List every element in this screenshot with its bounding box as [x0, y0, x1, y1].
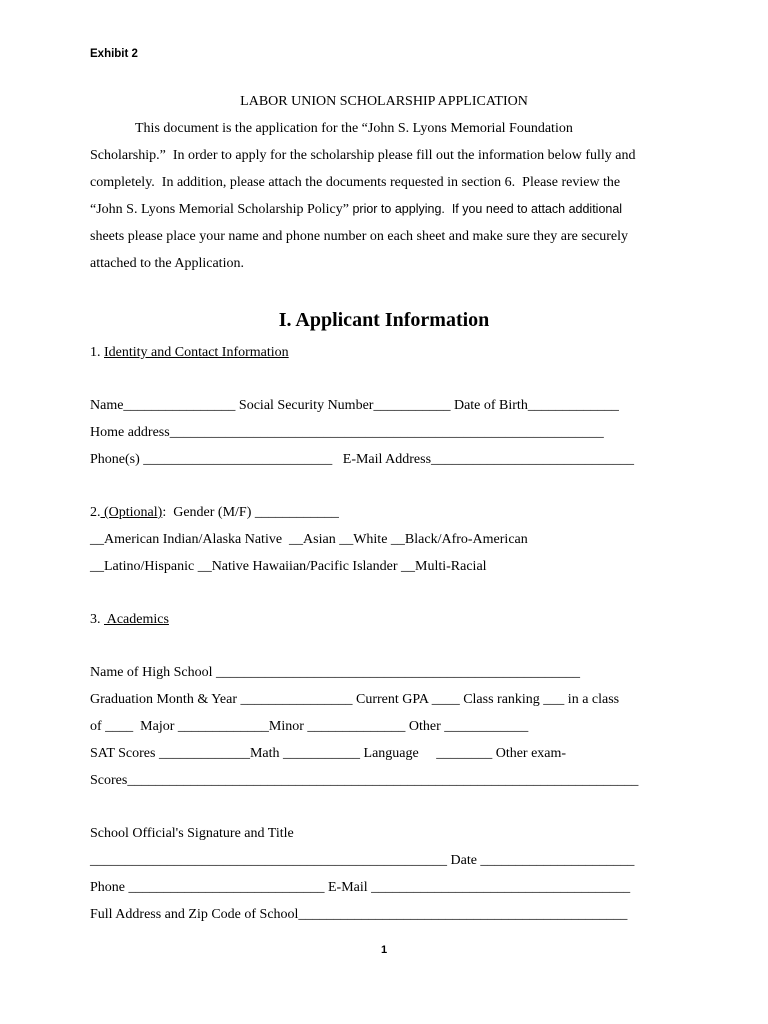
- high-school-row: Name of High School ____________________________________________________: [90, 665, 580, 680]
- document-title: LABOR UNION SCHOLARSHIP APPLICATION: [240, 94, 528, 109]
- graduation-row: Graduation Month & Year ________________ Current GPA ____ Class ranking ___ in a class: [90, 692, 620, 707]
- ethnicity-row-1: __American Indian/Alaska Native __Asian __White __Black/Afro-American: [90, 532, 528, 547]
- signature-date-row: ___________________________________________________ Date ______________________: [90, 853, 635, 868]
- school-address-row: Full Address and Zip Code of School_______________________________________________: [90, 907, 628, 922]
- intro-line-6: attached to the Application.: [90, 256, 244, 271]
- major-row: of ____ Major _____________Minor ______________ Other ____________: [90, 719, 529, 734]
- optional-heading: [90, 506, 339, 520]
- gender-field: : Gender (M/F) ____________: [162, 505, 339, 520]
- intro-line-1: This document is the application for the “John S. Lyons Memorial Foundation: [135, 121, 573, 136]
- academics-heading-text: Academics: [104, 612, 169, 627]
- section-heading: I. Applicant Information: [278, 309, 490, 331]
- identity-heading: [90, 346, 289, 360]
- academics-number: 3.: [90, 612, 104, 627]
- official-label: School Official's Signature and Title: [90, 826, 294, 841]
- scores-row: Scores_________________________________________________________________________: [90, 773, 639, 788]
- intro-line-3: completely. In addition, please attach the documents requested in section 6. Please review the: [90, 175, 621, 190]
- intro-line-2: Scholarship.” In order to apply for the scholarship please fill out the information below fully and: [90, 148, 636, 163]
- home-address-row: Home address______________________________________________________________: [90, 425, 604, 440]
- policy-reference: “John S. Lyons Memorial Scholarship Policy”: [90, 202, 349, 217]
- intro-line-4-tail: prior to applying. If you need to attach additional: [348, 202, 623, 216]
- ethnicity-row-2: __Latino/Hispanic __Native Hawaiian/Pacific Islander __Multi-Racial: [90, 559, 487, 574]
- page-number: 1: [380, 944, 388, 956]
- identity-heading-text: Identity and Contact Information: [104, 345, 289, 360]
- sat-row: SAT Scores _____________Math ___________ Language ________ Other exam-: [90, 746, 567, 761]
- exhibit-label: Exhibit 2: [90, 48, 138, 60]
- identity-number: 1.: [90, 345, 104, 360]
- intro-line-4: [90, 203, 622, 217]
- name-row: Name________________ Social Security Number___________ Date of Birth_____________: [90, 398, 619, 413]
- official-phone-row: Phone ____________________________ E-Mail _____________________________________: [90, 880, 631, 895]
- optional-label: (Optional): [100, 505, 163, 520]
- optional-number: 2.: [90, 505, 101, 520]
- academics-heading: [90, 613, 169, 627]
- intro-line-5: sheets please place your name and phone number on each sheet and make sure they are securely: [90, 229, 628, 244]
- phone-email-row: Phone(s) ___________________________ E-Mail Address_____________________________: [90, 452, 635, 467]
